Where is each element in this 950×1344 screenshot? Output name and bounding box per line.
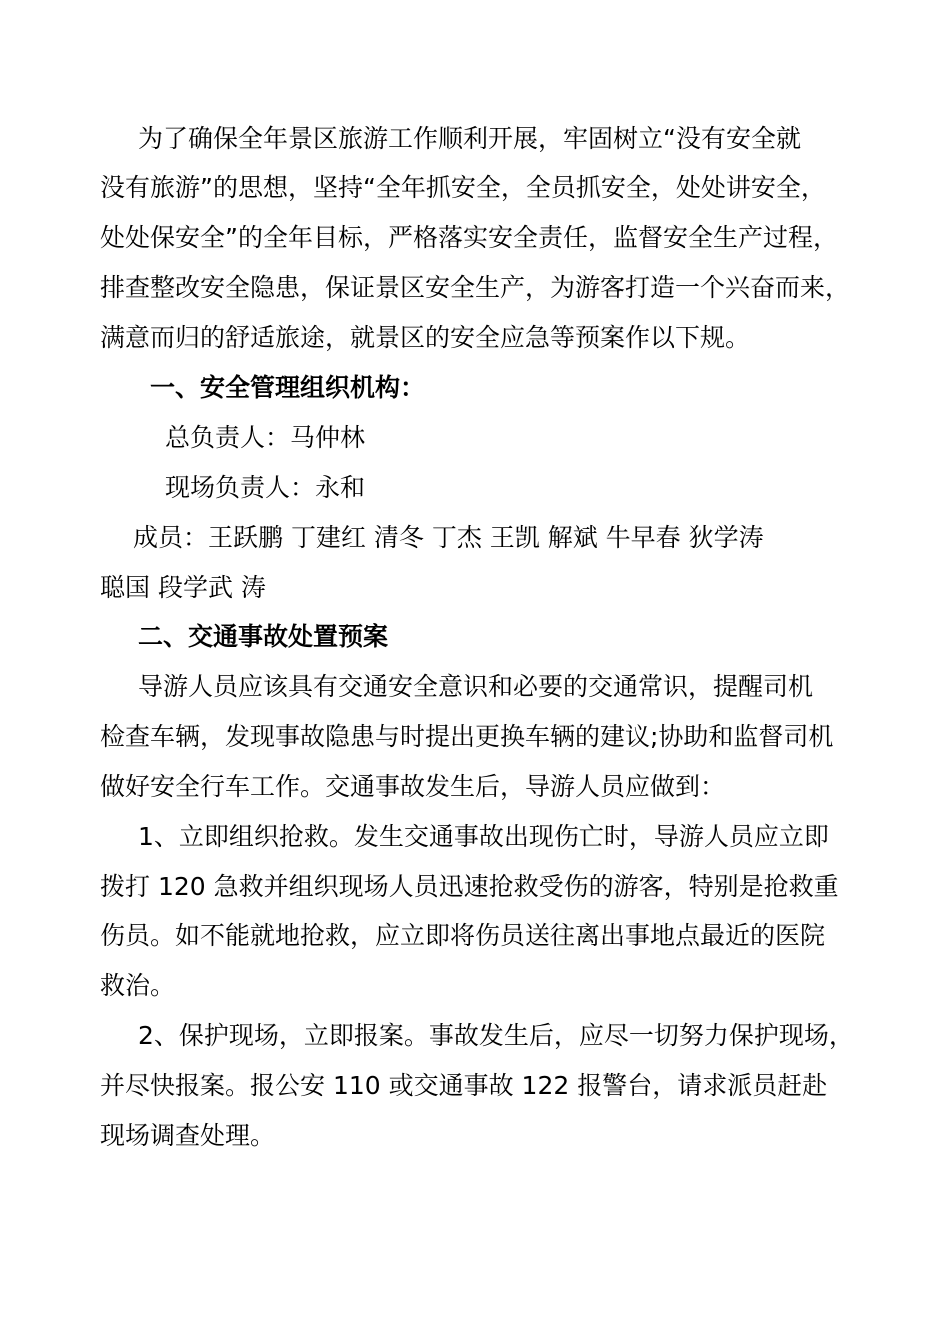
item-2-line-1: 2、保护现场，立即报案。事故发生后，应尽一切努力保护现场，	[138, 1021, 854, 1050]
item-1-line-3: 伤员。如不能就地抢救，应立即将伤员送往离出事地点最近的医院	[100, 921, 826, 950]
members-line-2: 聪国 段学武 涛	[100, 573, 266, 602]
item-1-line-4: 救治。	[100, 971, 176, 1000]
item-2-line-3: 现场调查处理。	[100, 1121, 276, 1150]
intro-line-3: 处处保安全”的全年目标，严格落实安全责任，监督安全生产过程，	[100, 223, 838, 252]
item-2-line-2: 并尽快报案。报公安 110 或交通事故 122 报警台，请求派员赶赴	[100, 1071, 828, 1100]
intro-line-5: 满意而归的舒适旅途，就景区的安全应急等预案作以下规。	[100, 323, 751, 352]
general-manager-line: 总负责人：马仲林	[165, 423, 366, 452]
intro-line-1: 为了确保全年景区旅游工作顺利开展，牢固树立“没有安全就	[138, 124, 801, 153]
intro-line-2: 没有旅游”的思想，坚持“全年抓安全，全员抓安全，处处讲安全，	[100, 173, 826, 202]
section-2-para-line-3: 做好安全行车工作。交通事故发生后，导游人员应做到：	[100, 772, 726, 801]
intro-line-4: 排查整改安全隐患，保证景区安全生产，为游客打造一个兴奋而来，	[100, 273, 851, 302]
section-2-para-line-1: 导游人员应该具有交通安全意识和必要的交通常识，提醒司机	[138, 672, 814, 701]
item-1-line-1: 1、立即组织抢救。发生交通事故出现伤亡时，导游人员应立即	[138, 822, 829, 851]
site-manager-line: 现场负责人：永和	[165, 473, 366, 502]
members-line-1: 成员：王跃鹏 丁建红 清冬 丁杰 王凯 解斌 牛早春 狄学涛	[133, 523, 764, 552]
section-2-heading: 二、交通事故处置预案	[138, 622, 389, 651]
section-1-heading: 一、安全管理组织机构：	[150, 373, 426, 402]
item-1-line-2: 拨打 120 急救并组织现场人员迅速抢救受伤的游客，特别是抢救重	[100, 872, 839, 901]
section-2-para-line-2: 检查车辆，发现事故隐患与时提出更换车辆的建议;协助和监督司机	[100, 722, 834, 751]
